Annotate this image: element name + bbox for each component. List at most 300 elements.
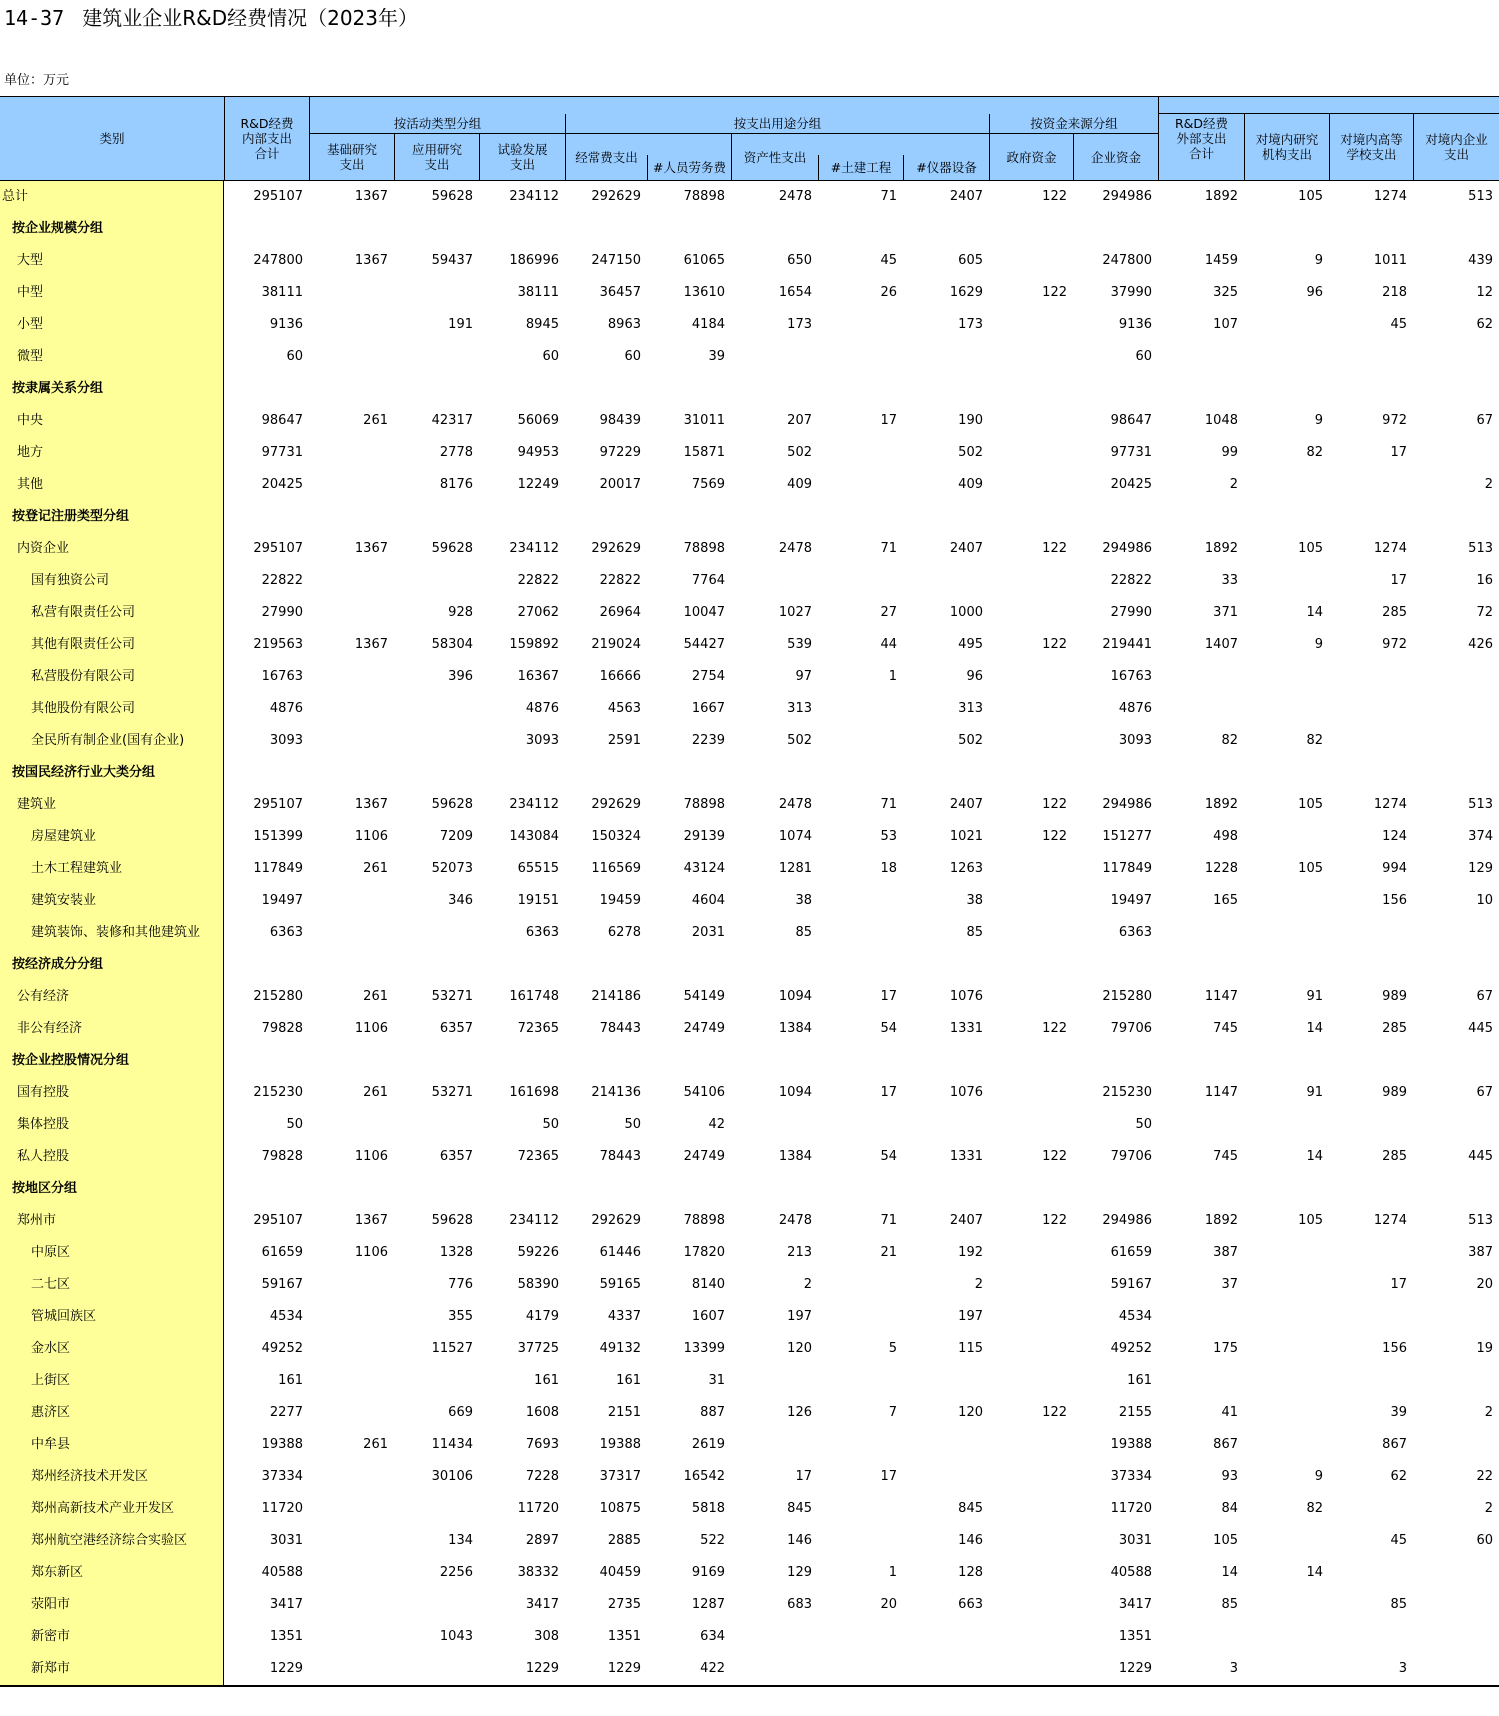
cell-enterprise: 61659 xyxy=(1110,1245,1152,1260)
cell-to-research: 14 xyxy=(1306,605,1323,620)
cell-regular: 214136 xyxy=(591,1085,641,1100)
cell-personnel: 1607 xyxy=(691,1309,725,1324)
cell-instrument: 663 xyxy=(958,1597,983,1612)
cell-experimental: 1608 xyxy=(525,1405,559,1420)
cell-to-research: 14 xyxy=(1306,1149,1323,1164)
cell-personnel: 54149 xyxy=(683,989,725,1004)
cell-to-enterprise: 22 xyxy=(1476,1469,1493,1484)
cell-personnel: 4184 xyxy=(691,317,725,332)
cell-civil xyxy=(818,565,903,597)
header-by-source: 按资金来源分组 xyxy=(989,114,1158,134)
cell-rd-external: 1892 xyxy=(1204,189,1238,204)
row-label: 二七区 xyxy=(31,1277,71,1292)
cell-civil: 20 xyxy=(880,1597,897,1612)
cell-to-university: 989 xyxy=(1382,1085,1407,1100)
cell-rd-external: 84 xyxy=(1221,1501,1238,1516)
cell-basic xyxy=(309,565,394,597)
cell-rd-external: 107 xyxy=(1213,317,1238,332)
cell-enterprise: 294986 xyxy=(1102,1213,1152,1228)
cell-rd-internal: 19497 xyxy=(261,893,303,908)
cell-asset: 1384 xyxy=(778,1149,812,1164)
cell-enterprise: 1229 xyxy=(1118,1661,1152,1676)
cell-experimental: 6363 xyxy=(525,925,559,940)
cell-rd-external xyxy=(1158,1109,1244,1141)
page-title xyxy=(4,4,418,32)
cell-regular: 116569 xyxy=(591,861,641,876)
cell-to-research: 14 xyxy=(1306,1021,1323,1036)
row-label: 其他股份有限公司 xyxy=(31,701,136,716)
cell-government xyxy=(989,1429,1073,1461)
cell-instrument: 495 xyxy=(958,637,983,652)
table-row xyxy=(0,597,1499,629)
cell-government: 122 xyxy=(1042,285,1067,300)
cell-to-university: 156 xyxy=(1382,893,1407,908)
row-label: 总计 xyxy=(2,189,29,204)
table-row xyxy=(0,1205,1499,1237)
cell-rd-internal: 11720 xyxy=(261,1501,303,1516)
table-row xyxy=(0,1653,1499,1685)
cell-rd-internal: 3031 xyxy=(269,1533,303,1548)
cell-asset: 120 xyxy=(787,1341,812,1356)
cell-to-research: 91 xyxy=(1306,989,1323,1004)
cell-instrument: 96 xyxy=(966,669,983,684)
table-row xyxy=(0,1557,1499,1589)
cell-to-university xyxy=(1329,693,1413,725)
cell-civil xyxy=(818,885,903,917)
cell-government: 122 xyxy=(1042,797,1067,812)
cell-rd-external xyxy=(1158,1621,1244,1653)
cell-civil xyxy=(818,1493,903,1525)
cell-rd-external: 3 xyxy=(1229,1661,1238,1676)
cell-rd-internal: 22822 xyxy=(261,573,303,588)
cell-experimental: 234112 xyxy=(509,541,559,556)
cell-rd-external: 2 xyxy=(1229,477,1238,492)
cell-to-research: 96 xyxy=(1306,285,1323,300)
cell-enterprise: 215280 xyxy=(1102,989,1152,1004)
cell-applied: 59628 xyxy=(431,189,473,204)
row-label: 内资企业 xyxy=(17,541,70,556)
cell-personnel: 7764 xyxy=(691,573,725,588)
cell-personnel: 54106 xyxy=(683,1085,725,1100)
cell-rd-external: 14 xyxy=(1221,1565,1238,1580)
cell-asset: 2478 xyxy=(778,1213,812,1228)
cell-instrument: 502 xyxy=(958,445,983,460)
group-header-row xyxy=(0,1045,1499,1077)
cell-rd-external: 33 xyxy=(1221,573,1238,588)
cell-asset xyxy=(731,1109,818,1141)
cell-to-enterprise: 16 xyxy=(1476,573,1493,588)
row-label: 土木工程建筑业 xyxy=(31,861,123,876)
cell-regular: 60 xyxy=(624,349,641,364)
cell-personnel: 42 xyxy=(708,1117,725,1132)
cell-applied: 59628 xyxy=(431,797,473,812)
cell-to-research xyxy=(1244,885,1329,917)
row-label: 惠济区 xyxy=(31,1405,71,1420)
table-row xyxy=(0,1013,1499,1045)
cell-to-university xyxy=(1329,1493,1413,1525)
cell-applied: 52073 xyxy=(431,861,473,876)
cell-enterprise: 9136 xyxy=(1118,317,1152,332)
cell-asset: 313 xyxy=(787,701,812,716)
table-row xyxy=(0,629,1499,661)
cell-regular: 26964 xyxy=(599,605,641,620)
cell-rd-internal: 50 xyxy=(286,1117,303,1132)
cell-government xyxy=(989,917,1073,949)
cell-personnel: 10047 xyxy=(683,605,725,620)
cell-rd-internal: 27990 xyxy=(261,605,303,620)
cell-civil: 17 xyxy=(880,1469,897,1484)
cell-experimental: 3093 xyxy=(525,733,559,748)
cell-instrument: 1263 xyxy=(949,861,983,876)
header-civil: #土建工程 xyxy=(818,155,903,181)
cell-enterprise: 2155 xyxy=(1118,1405,1152,1420)
cell-civil: 54 xyxy=(880,1149,897,1164)
row-label: 荥阳市 xyxy=(31,1597,71,1612)
cell-experimental: 8945 xyxy=(525,317,559,332)
cell-government: 122 xyxy=(1042,1405,1067,1420)
cell-asset: 2478 xyxy=(778,541,812,556)
cell-regular: 292629 xyxy=(591,1213,641,1228)
cell-personnel: 61065 xyxy=(683,253,725,268)
cell-rd-internal: 61659 xyxy=(261,1245,303,1260)
cell-basic xyxy=(309,1397,394,1429)
cell-experimental: 3417 xyxy=(525,1597,559,1612)
table-row xyxy=(0,1109,1499,1141)
cell-instrument: 128 xyxy=(958,1565,983,1580)
cell-to-university: 3 xyxy=(1398,1661,1407,1676)
cell-government xyxy=(989,1525,1073,1557)
cell-regular: 219024 xyxy=(591,637,641,652)
cell-regular: 2885 xyxy=(607,1533,641,1548)
cell-government: 122 xyxy=(1042,541,1067,556)
row-label: 大型 xyxy=(17,253,44,268)
cell-enterprise: 79706 xyxy=(1110,1021,1152,1036)
cell-civil: 18 xyxy=(880,861,897,876)
cell-to-enterprise: 387 xyxy=(1468,1245,1493,1260)
cell-to-enterprise: 513 xyxy=(1468,797,1493,812)
cell-civil: 26 xyxy=(880,285,897,300)
cell-to-research: 105 xyxy=(1298,861,1323,876)
header-enterprise: 企业资金 xyxy=(1073,134,1158,181)
row-label: 建筑安装业 xyxy=(31,893,97,908)
cell-instrument: 1076 xyxy=(949,989,983,1004)
cell-to-enterprise: 72 xyxy=(1476,605,1493,620)
row-label: 按企业控股情况分组 xyxy=(12,1053,130,1068)
cell-rd-external xyxy=(1158,341,1244,373)
cell-to-university: 994 xyxy=(1382,861,1407,876)
cell-asset: 146 xyxy=(787,1533,812,1548)
cell-instrument: 85 xyxy=(966,925,983,940)
cell-applied: 59628 xyxy=(431,1213,473,1228)
row-label: 公有经济 xyxy=(17,989,70,1004)
cell-rd-internal: 49252 xyxy=(261,1341,303,1356)
row-label: 小型 xyxy=(17,317,44,332)
cell-experimental: 143084 xyxy=(509,829,559,844)
cell-to-research xyxy=(1244,341,1329,373)
cell-enterprise: 11720 xyxy=(1110,1501,1152,1516)
cell-government xyxy=(989,1237,1073,1269)
cell-instrument: 2407 xyxy=(949,797,983,812)
cell-basic xyxy=(309,1493,394,1525)
cell-personnel: 17820 xyxy=(683,1245,725,1260)
cell-enterprise: 161 xyxy=(1127,1373,1152,1388)
cell-instrument: 173 xyxy=(958,317,983,332)
cell-instrument: 1629 xyxy=(949,285,983,300)
cell-to-university xyxy=(1329,1109,1413,1141)
cell-enterprise: 3093 xyxy=(1118,733,1152,748)
cell-personnel: 78898 xyxy=(683,1213,725,1228)
cell-instrument: 845 xyxy=(958,1501,983,1516)
cell-rd-internal: 4876 xyxy=(269,701,303,716)
cell-basic xyxy=(309,1621,394,1653)
cell-regular: 78443 xyxy=(599,1149,641,1164)
cell-regular: 1229 xyxy=(607,1661,641,1676)
cell-experimental: 27062 xyxy=(517,605,559,620)
group-header-row xyxy=(0,949,1499,981)
cell-applied xyxy=(394,341,479,373)
cell-experimental: 161 xyxy=(534,1373,559,1388)
cell-government xyxy=(989,341,1073,373)
header-government: 政府资金 xyxy=(989,134,1073,181)
cell-to-enterprise: 374 xyxy=(1468,829,1493,844)
cell-regular: 61446 xyxy=(599,1245,641,1260)
cell-to-enterprise: 19 xyxy=(1476,1341,1493,1356)
cell-basic xyxy=(309,1461,394,1493)
cell-instrument: 120 xyxy=(958,1405,983,1420)
cell-government xyxy=(989,1493,1073,1525)
cell-to-research: 14 xyxy=(1306,1565,1323,1580)
cell-applied xyxy=(394,1493,479,1525)
cell-government xyxy=(989,1365,1073,1397)
cell-asset: 173 xyxy=(787,317,812,332)
cell-personnel: 634 xyxy=(700,1629,725,1644)
cell-asset: 97 xyxy=(795,669,812,684)
table-header xyxy=(0,96,1499,181)
cell-rd-internal: 151399 xyxy=(253,829,303,844)
row-label: 非公有经济 xyxy=(17,1021,83,1036)
cell-regular: 292629 xyxy=(591,797,641,812)
cell-to-university xyxy=(1329,1365,1413,1397)
cell-instrument: 1331 xyxy=(949,1149,983,1164)
cell-to-enterprise xyxy=(1413,917,1499,949)
cell-regular: 36457 xyxy=(599,285,641,300)
cell-experimental: 16367 xyxy=(517,669,559,684)
cell-regular: 2151 xyxy=(607,1405,641,1420)
cell-to-university: 1274 xyxy=(1373,189,1407,204)
cell-regular: 19388 xyxy=(599,1437,641,1452)
cell-asset xyxy=(731,1653,818,1685)
cell-to-research: 82 xyxy=(1306,445,1323,460)
cell-basic xyxy=(309,309,394,341)
table-row xyxy=(0,1365,1499,1397)
cell-experimental: 50 xyxy=(542,1117,559,1132)
cell-rd-internal: 6363 xyxy=(269,925,303,940)
cell-enterprise: 40588 xyxy=(1110,1565,1152,1580)
cell-to-enterprise: 513 xyxy=(1468,189,1493,204)
cell-basic: 1367 xyxy=(354,637,388,652)
cell-rd-internal: 4534 xyxy=(269,1309,303,1324)
table-row xyxy=(0,981,1499,1013)
cell-to-research xyxy=(1244,309,1329,341)
cell-civil: 45 xyxy=(880,253,897,268)
cell-to-university: 1274 xyxy=(1373,541,1407,556)
cell-to-enterprise: 67 xyxy=(1476,413,1493,428)
cell-civil xyxy=(818,1621,903,1653)
cell-applied: 355 xyxy=(448,1309,473,1324)
cell-enterprise: 4876 xyxy=(1118,701,1152,716)
cell-applied xyxy=(394,693,479,725)
cell-to-research xyxy=(1244,1333,1329,1365)
cell-asset: 845 xyxy=(787,1501,812,1516)
cell-to-research xyxy=(1244,1365,1329,1397)
cell-enterprise: 3031 xyxy=(1118,1533,1152,1548)
cell-to-research xyxy=(1244,917,1329,949)
cell-asset: 1094 xyxy=(778,989,812,1004)
cell-to-university: 989 xyxy=(1382,989,1407,1004)
cell-government xyxy=(989,1109,1073,1141)
cell-regular: 78443 xyxy=(599,1021,641,1036)
cell-civil: 7 xyxy=(888,1405,897,1420)
cell-to-enterprise xyxy=(1413,693,1499,725)
cell-instrument: 197 xyxy=(958,1309,983,1324)
cell-rd-external: 85 xyxy=(1221,1597,1238,1612)
cell-to-university: 17 xyxy=(1390,1277,1407,1292)
cell-to-university: 124 xyxy=(1382,829,1407,844)
row-label: 按企业规模分组 xyxy=(12,221,104,236)
cell-personnel: 43124 xyxy=(683,861,725,876)
cell-applied xyxy=(394,1589,479,1621)
cell-asset: 85 xyxy=(795,925,812,940)
cell-rd-external: 745 xyxy=(1213,1021,1238,1036)
cell-personnel: 78898 xyxy=(683,541,725,556)
cell-to-university xyxy=(1329,469,1413,501)
cell-rd-external: 37 xyxy=(1221,1277,1238,1292)
cell-experimental: 65515 xyxy=(517,861,559,876)
cell-instrument: 2407 xyxy=(949,541,983,556)
cell-regular: 292629 xyxy=(591,541,641,556)
cell-personnel: 2031 xyxy=(691,925,725,940)
cell-to-university: 85 xyxy=(1390,1597,1407,1612)
cell-instrument xyxy=(903,1461,989,1493)
cell-rd-internal: 3093 xyxy=(269,733,303,748)
cell-instrument: 38 xyxy=(966,893,983,908)
header-to-university: 对境内高等 学校支出 xyxy=(1329,114,1413,181)
cell-instrument: 2407 xyxy=(949,189,983,204)
cell-experimental: 12249 xyxy=(517,477,559,492)
row-label: 新郑市 xyxy=(31,1661,71,1676)
cell-basic xyxy=(309,1109,394,1141)
cell-enterprise: 294986 xyxy=(1102,189,1152,204)
cell-asset: 1384 xyxy=(778,1021,812,1036)
cell-asset: 1281 xyxy=(778,861,812,876)
cell-rd-external: 745 xyxy=(1213,1149,1238,1164)
cell-rd-external: 1459 xyxy=(1204,253,1238,268)
cell-to-university xyxy=(1329,1557,1413,1589)
cell-to-university xyxy=(1329,1237,1413,1269)
cell-instrument: 1331 xyxy=(949,1021,983,1036)
cell-to-enterprise: 67 xyxy=(1476,1085,1493,1100)
cell-to-university: 62 xyxy=(1390,1469,1407,1484)
cell-civil: 71 xyxy=(880,1213,897,1228)
cell-applied: 6357 xyxy=(439,1149,473,1164)
header-category: 类别 xyxy=(0,97,224,181)
cell-to-enterprise xyxy=(1413,661,1499,693)
cell-applied: 11434 xyxy=(431,1437,473,1452)
table-body xyxy=(0,181,1499,1685)
cell-government: 122 xyxy=(1042,1021,1067,1036)
cell-regular: 161 xyxy=(616,1373,641,1388)
cell-enterprise: 3417 xyxy=(1118,1597,1152,1612)
row-label: 私人控股 xyxy=(17,1149,70,1164)
cell-applied xyxy=(394,1109,479,1141)
cell-applied xyxy=(394,565,479,597)
cell-rd-external: 93 xyxy=(1221,1469,1238,1484)
cell-basic: 1106 xyxy=(354,829,388,844)
cell-applied: 134 xyxy=(448,1533,473,1548)
cell-rd-internal: 19388 xyxy=(261,1437,303,1452)
cell-instrument xyxy=(903,341,989,373)
cell-instrument: 2 xyxy=(974,1277,983,1292)
cell-instrument: 1076 xyxy=(949,1085,983,1100)
cell-instrument: 1000 xyxy=(949,605,983,620)
cell-enterprise: 294986 xyxy=(1102,541,1152,556)
cell-rd-internal: 2277 xyxy=(269,1405,303,1420)
cell-basic xyxy=(309,1653,394,1685)
cell-rd-internal: 161 xyxy=(278,1373,303,1388)
cell-enterprise: 59167 xyxy=(1110,1277,1152,1292)
cell-to-enterprise xyxy=(1413,1365,1499,1397)
header-basic: 基础研究 支出 xyxy=(309,134,394,181)
cell-civil xyxy=(818,1301,903,1333)
cell-experimental: 161748 xyxy=(509,989,559,1004)
table-row xyxy=(0,437,1499,469)
cell-basic: 1106 xyxy=(354,1149,388,1164)
cell-civil xyxy=(818,437,903,469)
row-label: 上街区 xyxy=(31,1373,71,1388)
cell-applied: 776 xyxy=(448,1277,473,1292)
cell-asset: 409 xyxy=(787,477,812,492)
cell-asset: 502 xyxy=(787,445,812,460)
cell-basic xyxy=(309,1301,394,1333)
cell-applied: 2778 xyxy=(439,445,473,460)
cell-enterprise: 50 xyxy=(1135,1117,1152,1132)
cell-to-university: 1274 xyxy=(1373,1213,1407,1228)
cell-asset xyxy=(731,1621,818,1653)
cell-enterprise: 247800 xyxy=(1102,253,1152,268)
cell-instrument: 605 xyxy=(958,253,983,268)
table-row xyxy=(0,1493,1499,1525)
cell-enterprise: 49252 xyxy=(1110,1341,1152,1356)
cell-rd-external xyxy=(1158,917,1244,949)
table-row xyxy=(0,405,1499,437)
cell-asset: 2 xyxy=(803,1277,812,1292)
cell-to-university: 285 xyxy=(1382,605,1407,620)
cell-to-research xyxy=(1244,821,1329,853)
row-label: 中型 xyxy=(17,285,44,300)
cell-to-university: 17 xyxy=(1390,573,1407,588)
cell-basic xyxy=(309,1557,394,1589)
cell-basic xyxy=(309,725,394,757)
cell-instrument xyxy=(903,1429,989,1461)
cell-civil: 71 xyxy=(880,189,897,204)
cell-asset: 1654 xyxy=(778,285,812,300)
row-label: 金水区 xyxy=(31,1341,71,1356)
cell-enterprise: 1351 xyxy=(1118,1629,1152,1644)
cell-basic xyxy=(309,1269,394,1301)
cell-asset: 197 xyxy=(787,1309,812,1324)
header-instrument: #仪器设备 xyxy=(903,155,989,181)
cell-applied: 2256 xyxy=(439,1565,473,1580)
